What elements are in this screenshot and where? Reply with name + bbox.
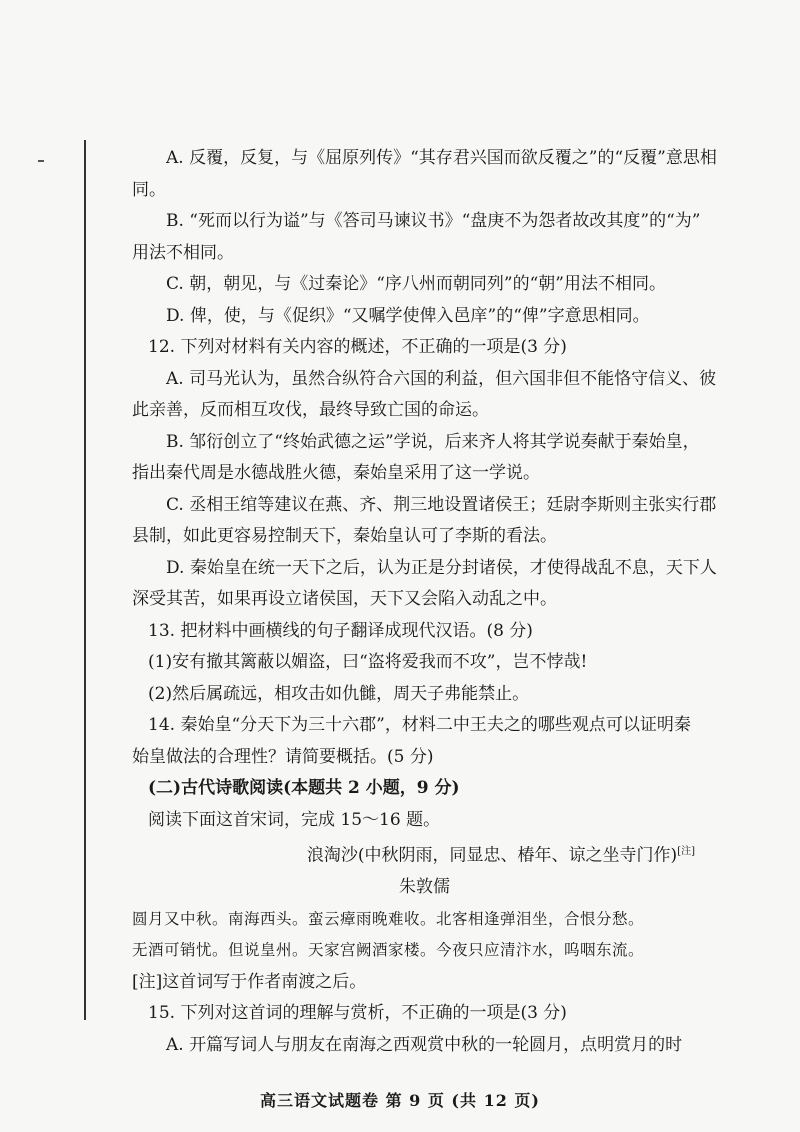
q12-option-a: A. 司马光认为，虽然合纵符合六国的利益，但六国非但不能恪守信义、彼	[166, 368, 717, 389]
page-footer: 高三语文试题卷 第 9 页 (共 12 页)	[260, 1091, 540, 1110]
margin-rule	[84, 140, 86, 1020]
poem-title-line	[132, 836, 717, 872]
q11-option-a-cont: 同。	[132, 179, 166, 200]
section-intro: 阅读下面这首宋词，完成 15～16 题。	[148, 809, 441, 830]
q13-stem: 13. 把材料中画横线的句子翻译成现代汉语。(8 分)	[148, 620, 533, 641]
poem-line-1: 圆月又中秋。南海西头。蛮云瘴雨晚难收。北客相逢弹泪坐，合恨分愁。	[132, 909, 645, 928]
q12-option-c-cont: 县制，如此更容易控制天下，秦始皇认可了李斯的看法。	[132, 526, 557, 546]
poem-title: 浪淘沙(中秋阴雨，同显忠、椿年、谅之坐寺门作)	[306, 845, 678, 866]
q11-option-d: D. 俾，使，与《促织》“又嘱学使俾入邑庠”的“俾”字意思相同。	[166, 305, 650, 326]
q12-stem: 12. 下列对材料有关内容的概述，不正确的一项是(3 分)	[148, 337, 567, 357]
page-body	[132, 143, 717, 1061]
q11-option-a: A. 反覆，反复，与《屈原列传》“其存君兴国而欲反覆之”的“反覆”意思相	[166, 148, 717, 168]
q13-sentence-2: (2)然后属疏远，相攻击如仇雠，周天子弗能禁止。	[148, 683, 530, 704]
poem-author: 朱敦儒	[399, 877, 450, 898]
poem-note-mark: [注]	[677, 846, 695, 857]
poem-line-2: 无酒可销忧。但说皇州。天家宫阙酒家楼。今夜只应清汴水，呜咽东流。	[132, 941, 645, 960]
q13-sentence-1: (1)安有撤其篱蔽以媚盗，曰“盗将爱我而不攻”，岂不悖哉!	[148, 652, 588, 672]
q15-option-a: A. 开篇写词人与朋友在南海之西观赏中秋的一轮圆月，点明赏月的时	[166, 1034, 683, 1055]
poem-note: [注]这首词写于作者南渡之后。	[132, 971, 367, 992]
q12-option-c: C. 丞相王绾等建议在燕、齐、荆三地设置诸侯王；廷尉李斯则主张实行郡	[166, 494, 717, 515]
q12-option-b-cont: 指出秦代周是水德战胜火德，秦始皇采用了这一学说。	[132, 463, 540, 483]
q14-stem: 14. 秦始皇“分天下为三十六郡”，材料二中王夫之的哪些观点可以证明秦	[148, 715, 691, 735]
q11-option-b: B. “死而以行为谥”与《答司马谏议书》“盘庚不为怨者故改其度”的“为”	[166, 211, 701, 231]
q15-stem: 15. 下列对这首词的理解与赏析，不正确的一项是(3 分)	[148, 1003, 567, 1024]
q12-option-b: B. 邹衍创立了“终始武德之运”学说，后来齐人将其学说奏献于秦始皇，	[166, 431, 700, 452]
q12-option-a-cont: 此亲善，反而相互攻伐，最终导致亡国的命运。	[132, 400, 489, 420]
margin-mark	[38, 160, 44, 162]
q14-stem-cont: 始皇做法的合理性？请简要概括。(5 分)	[132, 746, 434, 767]
q12-option-d-cont: 深受其苦，如果再设立诸侯国，天下又会陷入动乱之中。	[132, 589, 557, 609]
q11-option-b-cont: 用法不相同。	[132, 242, 234, 263]
section-heading: (二)古代诗歌阅读(本题共 2 小题，9 分)	[148, 778, 460, 798]
q12-option-d: D. 秦始皇在统一天下之后，认为正是分封诸侯，才使得战乱不息，天下人	[166, 557, 717, 578]
q11-option-c: C. 朝，朝见，与《过秦论》“序八州而朝同列”的“朝”用法不相同。	[166, 274, 666, 294]
